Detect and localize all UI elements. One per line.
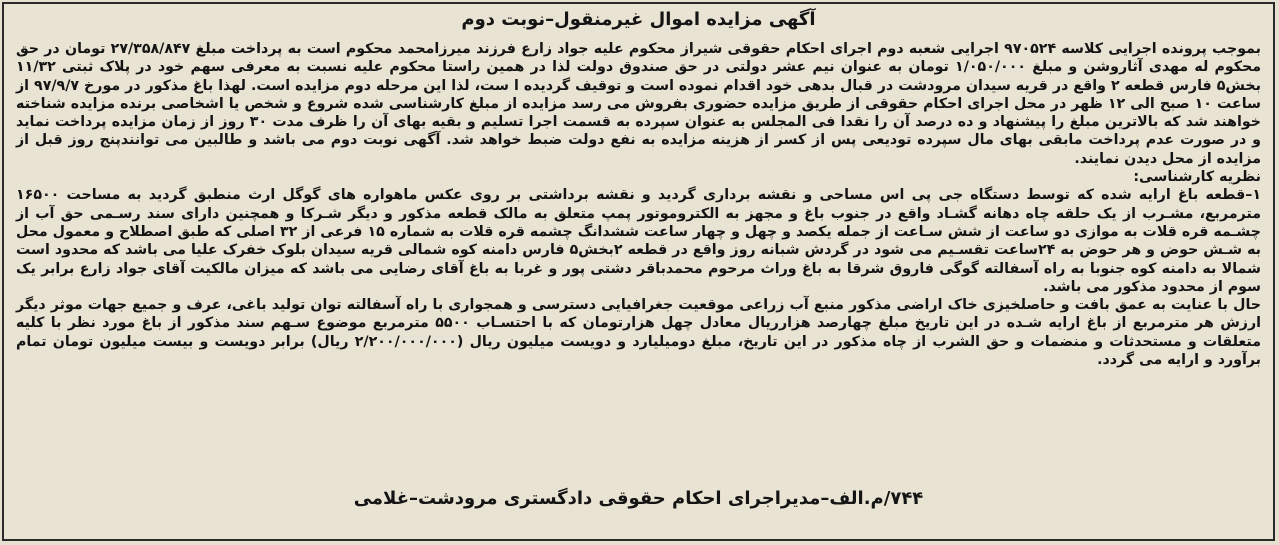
notice-paragraph-auction-terms: بموجب پرونده اجرایی کلاسه ۹۷۰۵۲۴ اجرایی شعبه دوم اجرای احکام حقوقی شیراز محکوم علیه جواد زارع فرزند میرزامحمد محکوم است به پرداخت مبلغ ۲۷/۳۵۸/۸۴۷ تومان در حق محکوم له مهدی آثاروشن و مبلغ ۱/۰۵۰/۰۰۰ تومان به عنوان نیم عشر دولتی در حق صندوق دولت لذا در همین راستا محکوم علیه نسبت به معرفی سهم خود در پلاک ثبتی ۱۱/۳۲ بخش۵ فارس قطعه ۲ واقع در قریه سیدان مرودشت در قبال بدهی خود اقدام نموده است و توقیف گردیده ا ست، لذا این مرحله دوم مزایده است. لهذا باغ مذکور در مورخ ۹۷/۹/۷ از ساعت ۱۰ صبح الی ۱۲ ظهر در محل اجرای احکام حقوقی از طریق مزایده حضوری بفروش می رسد مزایده از مبلغ کارشناسی شده شروع و شخص یا اشخاصی برنده مزایده شناخته خواهند شد که بالاترین مبلغ را پیشنهاد و ده درصد آن را نقدا فی المجلس به عنوان سپرده به قسمت اجرا تسلیم و بقیه بهای آن را ظرف مدت ۳۰ روز از زمان مزایده پرداخت نماید و در صورت عدم پرداخت مابقی بهای مال سپرده تودیعی پس از کسر از هزینه مزایده به نفع دولت ضبط خواهد شد. آگهی نوبت دوم می باشد و طالبین می توانندپنج روز قبل از مزایده از محل دیدن نمایند. xyxy=(16,41,1262,167)
notice-title: آگهی مزایده اموال غیرمنقول–نوبت دوم xyxy=(461,9,816,30)
expert-opinion-label: نظریه کارشناسی: xyxy=(1133,169,1261,186)
notice-signature: ۷۴۴/م.الف–مدیراجرای احکام حقوقی دادگستری مرودشت–غلامی xyxy=(353,488,924,509)
notice-paragraph-valuation: حال با عنایت به عمق بافت و حاصلخیزی خاک اراضی مذکور منبع آب زراعی موقعیت جغرافیایی دسترسی و همجواری با راه آسفالته توان تولید باغی، عرف و جمیع جهات موثر دیگر ارزش هر مترمربع از باغ ارایه شـده در این تاریخ مبلغ چهارصد هزارریال معادل چهل هزارتومان که با احتسـاب ۵۵۰۰ مترمربع موضوع سـهم سند مذکور از باغ مورد نظر با کلیه متعلقات و مستحدثات و منضمات و حق الشرب از چاه مذکور در این تاریخ، مبلغ دومیلیارد و دویست میلیون ریال (۲/۲۰۰/۰۰۰/۰۰۰ ریال) برابر دویست و بیست میلیون تومان تمام برآورد و ارایه می گردد. xyxy=(16,297,1262,369)
auction-notice xyxy=(2,2,1275,541)
notice-body xyxy=(16,40,1261,369)
notice-paragraph-property-description: ۱–قطعه باغ ارایه شده که توسط دستگاه جی پی اس مساحی و نقشه برداری گردید و نقشه برداشتی بر روی عکس ماهواره های گوگل ارث منطبق گردید به مساحت ۱۶۵۰۰ مترمربع، مشـرب از یک حلقه چاه دهانه گشـاد واقع در جنوب باغ و مجهز به الکتروموتور پمپ متعلق به مالک قطعه مذکور و دیگر شـرکا و همچنین دارای سند رسـمی حق آب از چشـمه قره قلات به موازی دو ساعت از شش سـاعت از جمله یکصد و چهل و چهار ساعت ششدانگ چشمه قره قلات به شماره ۱۵ فرعی از ۳۲ اصلی که طبق اصطلاح و معمول محل به شـش حوض و هر حوض به ۲۴ساعت تقسـیم می شود در گردش شبانه روز واقع در قطعه ۲بخش۵ فارس دامنه کوه شمالی قریه سیدان بلوک خفرک علیا می باشد که محدود است شمالا به دامنه کوه جنوبا به راه آسفالته گوگی فاروق شرقا به باغ وراث مرحوم محمدباقر دشتی پور و غربا به باغ آقای رضایی می باشد که میزان مالکیت آقای جواد زارع برابر یک سوم از محدود مذکور می باشد. xyxy=(16,187,1262,295)
